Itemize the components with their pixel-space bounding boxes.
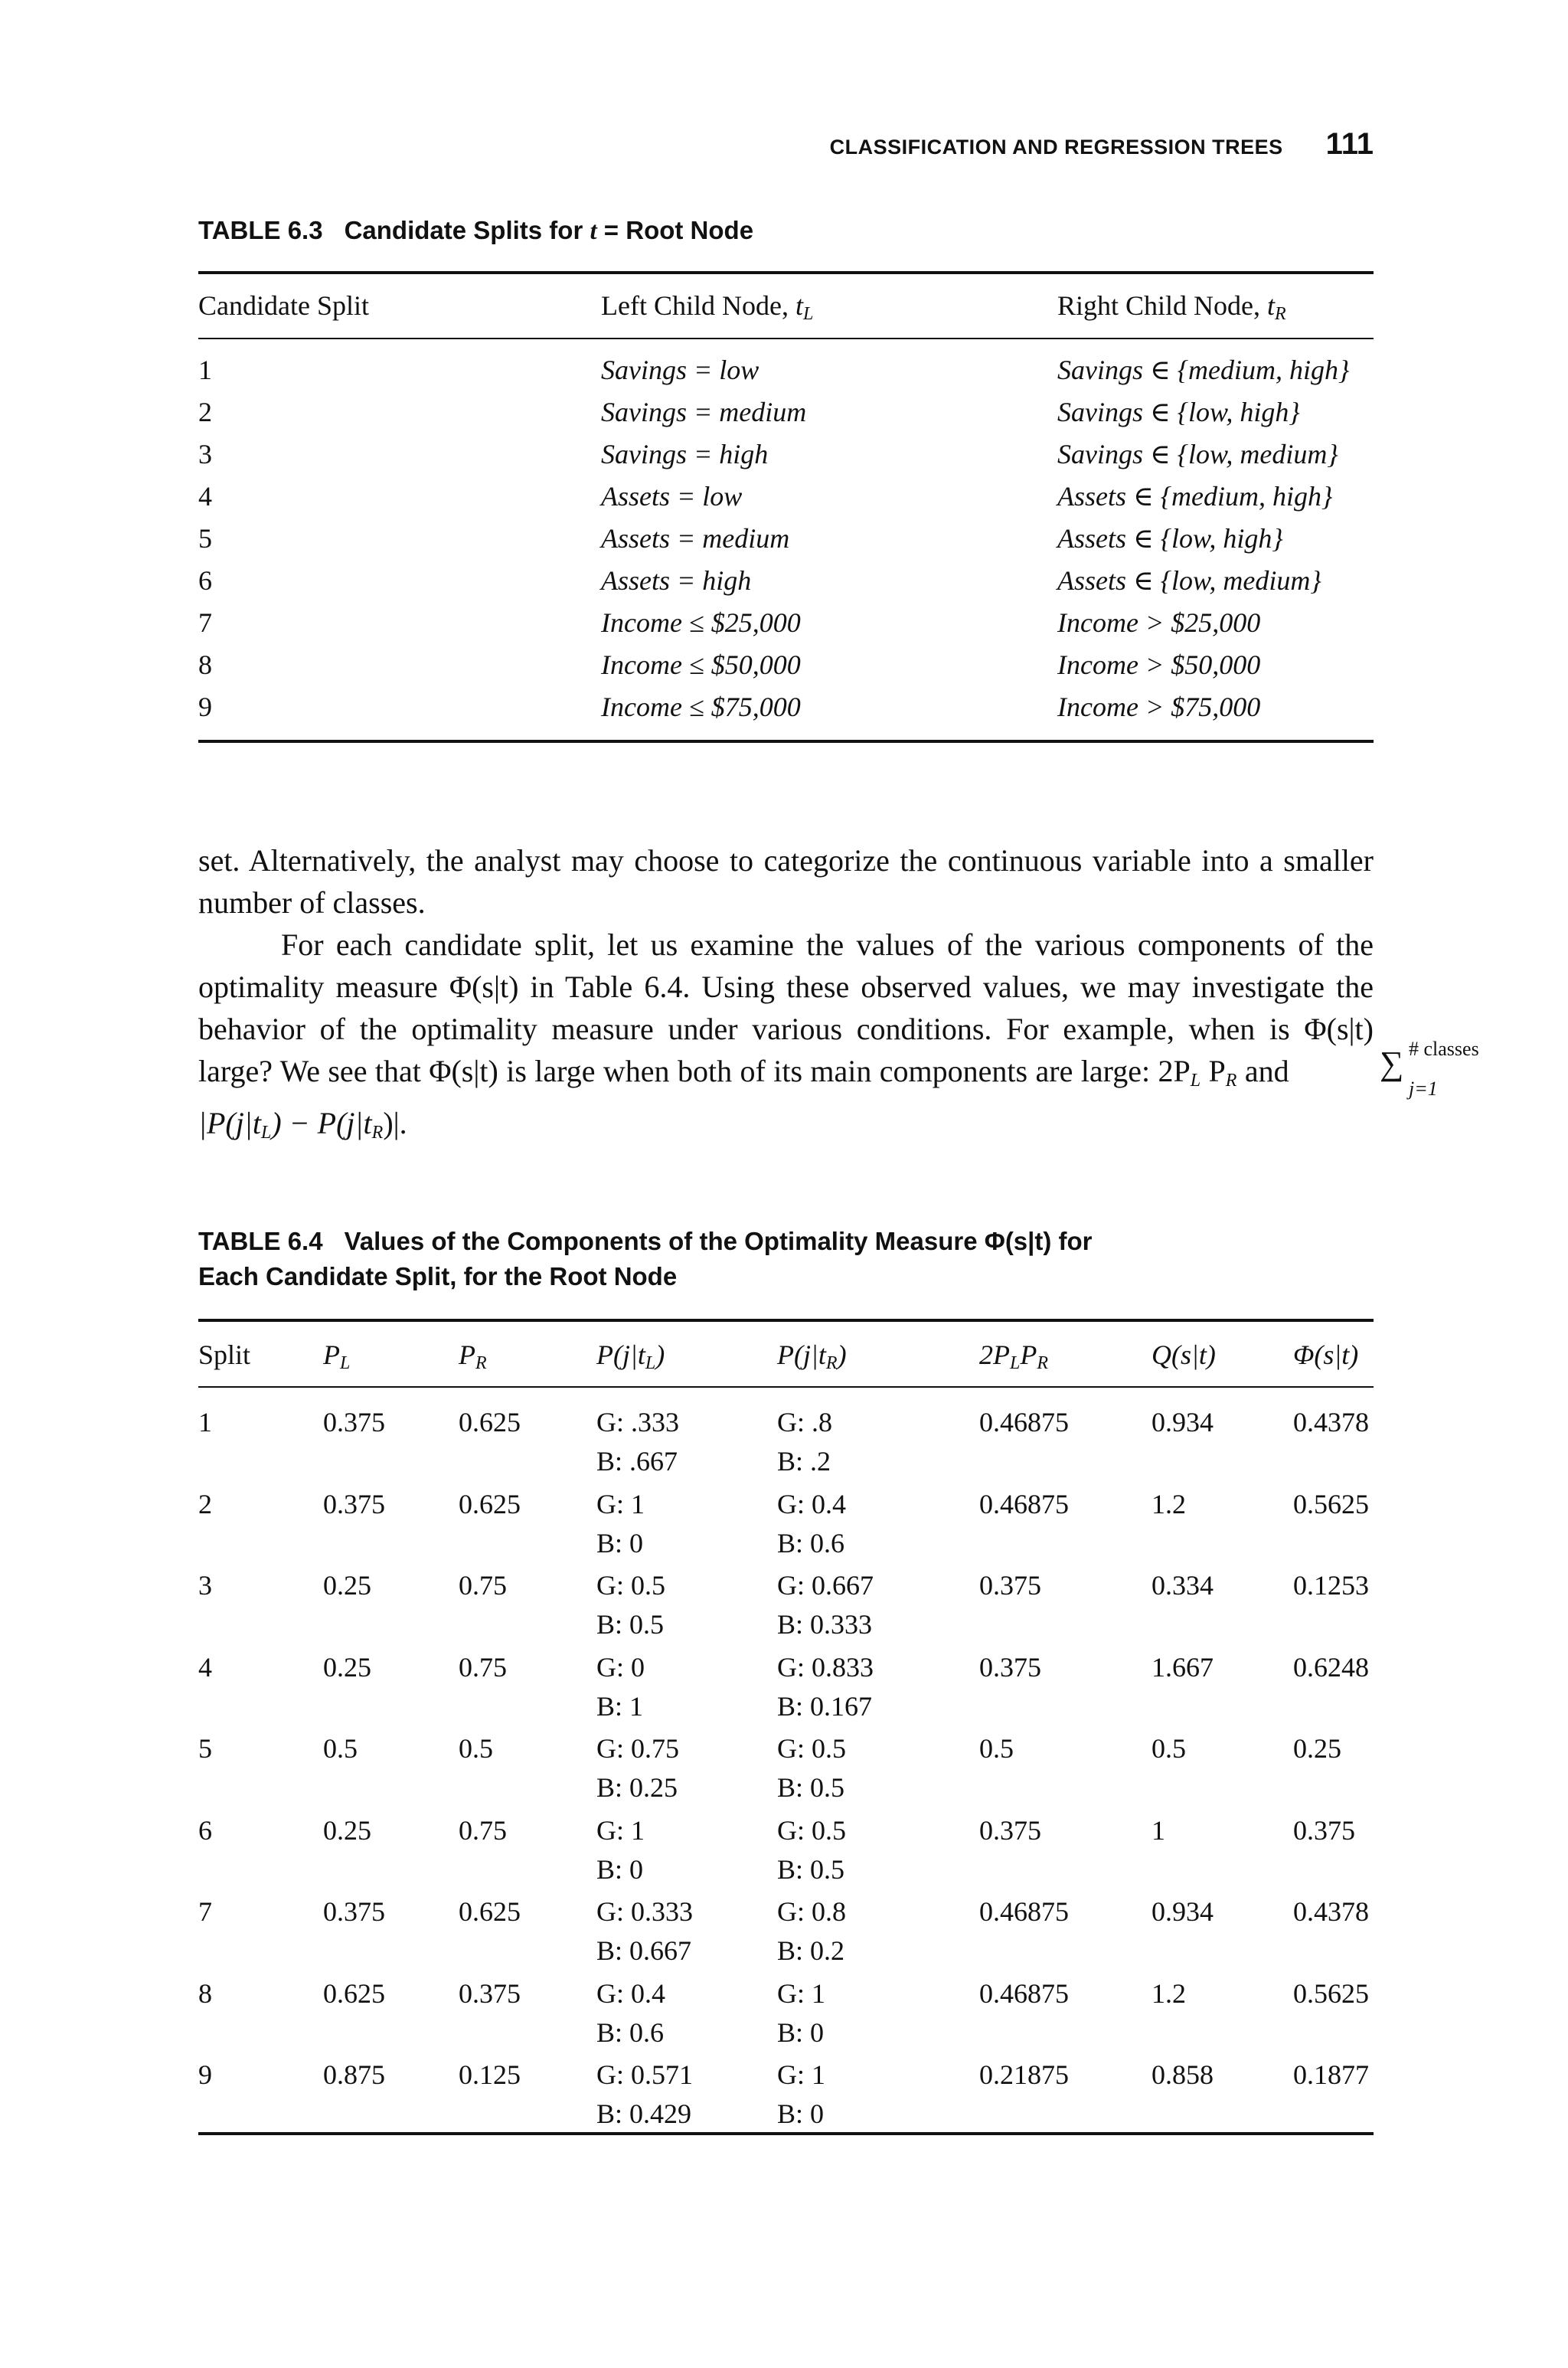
- cell-line: 1.2: [1152, 1488, 1186, 1519]
- pr-cell: [459, 1811, 507, 1850]
- table-row: [198, 607, 1374, 649]
- cell-line: G: 1: [777, 1977, 825, 2009]
- header-pl: PL: [323, 1339, 351, 1373]
- phi-cell: [1293, 1729, 1341, 1768]
- left-child-cell: Assets = high: [601, 565, 752, 596]
- cell-line: G: 1: [596, 1814, 645, 1846]
- cell-line: 0.375: [979, 1814, 1041, 1846]
- cell-line: 4: [198, 1651, 212, 1683]
- pl-cell: [323, 1566, 371, 1605]
- pr-cell: [459, 1403, 521, 1442]
- cell-line: 2: [198, 1488, 212, 1519]
- table-6-3-top-rule: [198, 271, 1374, 274]
- cell-line: 1: [198, 1407, 212, 1437]
- two-pl-pr-cell: [979, 1811, 1041, 1850]
- pr-cell: [459, 1729, 493, 1768]
- right-child-cell: Assets ∈ {low, medium}: [1057, 565, 1321, 596]
- table-6-3-caption-math: t: [590, 218, 597, 245]
- q-cell: [1152, 1648, 1214, 1687]
- cell-line: 0.334: [1152, 1570, 1214, 1601]
- split-cell: [198, 1403, 212, 1442]
- cell-line: B: 0.5: [596, 1609, 665, 1640]
- two-pl-pr-cell: [979, 1974, 1069, 2013]
- right-child-cell: Income > $50,000: [1057, 649, 1261, 680]
- table-row: [198, 2056, 1374, 2137]
- cell-line: B: 0: [596, 1527, 644, 1558]
- cell-line: 0.934: [1152, 1407, 1214, 1437]
- phi-cell: [1293, 1403, 1369, 1442]
- split-cell: [198, 1811, 212, 1850]
- cell-line: B: 0: [777, 2016, 825, 2048]
- p-j-tr-cell: [777, 1892, 846, 1971]
- cell-line: G: 0.8: [777, 1896, 846, 1927]
- running-head-title: CLASSIFICATION AND REGRESSION TREES: [829, 136, 1283, 159]
- pr-cell: [459, 1648, 507, 1687]
- cell-line: G: 0: [596, 1651, 645, 1683]
- cell-line: 0.5: [1152, 1733, 1186, 1764]
- cell-line: 1.2: [1152, 1977, 1186, 2009]
- two-pl-pr-cell: [979, 1892, 1069, 1931]
- table-row: [198, 1566, 1374, 1647]
- table-6-3-caption-suffix: = Root Node: [596, 216, 754, 244]
- split-cell: 9: [198, 692, 212, 722]
- cell-line: G: 0.5: [777, 1733, 846, 1764]
- header-2plpr: 2PLPR: [979, 1339, 1049, 1373]
- two-pl-pr-cell: [979, 1729, 1014, 1768]
- table-row: [198, 522, 1374, 564]
- left-child-cell: Assets = medium: [601, 523, 790, 554]
- q-cell: [1152, 1403, 1214, 1442]
- split-cell: 2: [198, 397, 212, 427]
- cell-line: 6: [198, 1814, 212, 1846]
- right-child-cell: Assets ∈ {medium, high}: [1057, 481, 1333, 512]
- cell-line: 0.375: [323, 1896, 385, 1927]
- cell-line: 0.5625: [1293, 1977, 1369, 2009]
- cell-line: 0.75: [459, 1814, 507, 1846]
- cell-line: 0.75: [459, 1570, 507, 1601]
- split-cell: 5: [198, 523, 212, 554]
- cell-line: B: 0.2: [777, 1935, 845, 1966]
- q-cell: [1152, 1974, 1186, 2013]
- left-child-cell: Income ≤ $75,000: [601, 692, 801, 722]
- p-j-tr-cell: [777, 2056, 825, 2134]
- left-child-cell: Savings = low: [601, 355, 760, 385]
- phi-cell: [1293, 1811, 1355, 1850]
- p-j-tl-cell: [596, 1648, 645, 1726]
- phi-cell: [1293, 2056, 1369, 2095]
- split-cell: 8: [198, 649, 212, 680]
- table-6-3-header-rule: [198, 338, 1374, 339]
- table-6-3-caption: [198, 213, 753, 249]
- cell-line: G: 0.5: [777, 1814, 846, 1846]
- p-j-tl-cell: [596, 1729, 679, 1807]
- table-row: [198, 438, 1374, 480]
- header-pr: PR: [459, 1339, 487, 1373]
- table-6-3-label: TABLE 6.3: [198, 216, 323, 244]
- phi-cell: [1293, 1974, 1369, 2013]
- p-j-tr-cell: [777, 1648, 874, 1726]
- cell-line: 0.21875: [979, 2059, 1069, 2090]
- p-j-tr-cell: [777, 1974, 825, 2052]
- cell-line: G: .333: [596, 1407, 679, 1437]
- paragraph-1: set. Alternatively, the analyst may choose to categorize the continuous variable into a smaller number of classes.: [198, 843, 1374, 920]
- header-phi: Φ(s|t): [1293, 1339, 1359, 1370]
- right-child-cell: Assets ∈ {low, high}: [1057, 523, 1283, 554]
- cell-line: 0.4378: [1293, 1407, 1369, 1437]
- cell-line: G: 0.4: [777, 1488, 846, 1519]
- p-j-tl-cell: [596, 1892, 693, 1971]
- table-6-4-top-rule: [198, 1319, 1374, 1322]
- two-pl-pr-cell: [979, 1485, 1069, 1524]
- cell-line: 0.375: [459, 1977, 521, 2009]
- p-j-tl-cell: [596, 1403, 679, 1481]
- pl-cell: [323, 1648, 371, 1687]
- table-row: [198, 480, 1374, 522]
- cell-line: G: 0.833: [777, 1651, 874, 1683]
- two-pl-pr-cell: [979, 2056, 1069, 2095]
- cell-line: 0.625: [459, 1407, 521, 1437]
- table-row: [198, 649, 1374, 691]
- cell-line: B: 0.5: [777, 1853, 845, 1885]
- right-child-cell: Savings ∈ {medium, high}: [1057, 355, 1350, 385]
- q-cell: [1152, 1892, 1214, 1931]
- cell-line: 0.858: [1152, 2059, 1214, 2090]
- cell-line: 1: [1152, 1814, 1165, 1846]
- p-j-tl-cell: [596, 1485, 645, 1563]
- table-row: [198, 1892, 1374, 1974]
- cell-line: B: 0.5: [777, 1772, 845, 1803]
- cell-line: 1.667: [1152, 1651, 1214, 1683]
- body-text: [198, 839, 1479, 1154]
- pl-cell: [323, 1892, 385, 1931]
- cell-line: B: 0: [596, 1853, 644, 1885]
- q-cell: [1152, 1811, 1165, 1850]
- pr-cell: [459, 2056, 521, 2095]
- p-j-tl-cell: [596, 1974, 665, 2052]
- phi-cell: [1293, 1648, 1369, 1687]
- pl-cell: [323, 1811, 371, 1850]
- cell-line: G: 0.333: [596, 1896, 693, 1927]
- cell-line: G: .8: [777, 1407, 832, 1437]
- phi-cell: [1293, 1485, 1369, 1524]
- cell-line: G: 0.5: [596, 1570, 665, 1601]
- cell-line: B: .2: [777, 1446, 831, 1477]
- pr-cell: [459, 1485, 521, 1524]
- table-6-4-caption-line2: Each Candidate Split, for the Root Node: [198, 1262, 678, 1290]
- table-6-4-bottom-rule: [198, 2132, 1374, 2135]
- header-q: Q(s|t): [1152, 1339, 1216, 1370]
- right-child-cell: Savings ∈ {low, medium}: [1057, 439, 1338, 469]
- table-6-3-bottom-rule: [198, 740, 1374, 743]
- cell-line: 0.5: [459, 1733, 493, 1764]
- cell-line: G: 0.4: [596, 1977, 665, 2009]
- split-cell: [198, 1485, 212, 1524]
- split-cell: [198, 1729, 212, 1768]
- pr-cell: [459, 1566, 507, 1605]
- pl-cell: [323, 1403, 385, 1442]
- table-row: [198, 1974, 1374, 2056]
- running-head: [830, 127, 1374, 162]
- cell-line: 8: [198, 1977, 212, 2009]
- left-child-cell: Savings = medium: [601, 397, 807, 427]
- p-j-tl-cell: [596, 1566, 665, 1644]
- pl-cell: [323, 1485, 385, 1524]
- cell-line: 0.46875: [979, 1896, 1069, 1927]
- cell-line: 0.934: [1152, 1896, 1214, 1927]
- cell-line: 9: [198, 2059, 212, 2090]
- right-child-cell: Income > $25,000: [1057, 607, 1261, 638]
- table-6-4-caption: [198, 1224, 1093, 1294]
- t3-header-left: Left Child Node, tL: [601, 290, 814, 324]
- cell-line: B: 0.667: [596, 1935, 692, 1966]
- t3-header-right: Right Child Node, tR: [1057, 290, 1286, 324]
- table-6-4-header-rule: [198, 1386, 1374, 1388]
- q-cell: [1152, 1566, 1214, 1605]
- cell-line: 0.46875: [979, 1977, 1069, 2009]
- cell-line: 0.1877: [1293, 2059, 1369, 2090]
- q-cell: [1152, 1485, 1186, 1524]
- cell-line: B: 0.167: [777, 1690, 873, 1722]
- cell-line: 0.375: [323, 1488, 385, 1519]
- cell-line: G: 0.667: [777, 1570, 874, 1601]
- split-cell: 3: [198, 439, 212, 469]
- cell-line: B: 0.333: [777, 1609, 873, 1640]
- cell-line: 5: [198, 1733, 212, 1764]
- p-j-tl-cell: [596, 2056, 693, 2134]
- table-row: [198, 1811, 1374, 1892]
- cell-line: 0.4378: [1293, 1896, 1369, 1927]
- table-row: [198, 691, 1374, 733]
- header-p-j-tr: P(j|tR): [777, 1339, 847, 1373]
- p-j-tr-cell: [777, 1811, 846, 1889]
- cell-line: B: 0: [777, 2098, 825, 2129]
- table-row: [198, 1485, 1374, 1566]
- split-cell: [198, 2056, 212, 2095]
- right-child-cell: Savings ∈ {low, high}: [1057, 397, 1300, 427]
- cell-line: 0.125: [459, 2059, 521, 2090]
- split-cell: 4: [198, 481, 212, 512]
- p-j-tl-cell: [596, 1811, 645, 1889]
- split-cell: [198, 1566, 212, 1605]
- left-child-cell: Savings = high: [601, 439, 769, 469]
- cell-line: 0.75: [459, 1651, 507, 1683]
- cell-line: 0.46875: [979, 1407, 1069, 1437]
- cell-line: B: 0.6: [596, 2016, 665, 2048]
- two-pl-pr-cell: [979, 1648, 1041, 1687]
- split-cell: 1: [198, 355, 212, 385]
- pl-cell: [323, 1729, 358, 1768]
- pl-cell: [323, 1974, 385, 2013]
- cell-line: G: 1: [596, 1488, 645, 1519]
- table-6-4-header: [198, 1339, 1374, 1377]
- split-cell: 7: [198, 607, 212, 638]
- split-cell: [198, 1974, 212, 2013]
- table-row: [198, 1648, 1374, 1729]
- cell-line: G: 0.75: [596, 1733, 679, 1764]
- pr-cell: [459, 1892, 521, 1931]
- cell-line: 0.375: [979, 1570, 1041, 1601]
- p-j-tr-cell: [777, 1485, 846, 1563]
- cell-line: 0.46875: [979, 1488, 1069, 1519]
- header-split: Split: [198, 1339, 251, 1370]
- cell-line: 0.25: [1293, 1733, 1341, 1764]
- cell-line: 0.625: [459, 1488, 521, 1519]
- p-j-tr-cell: [777, 1566, 874, 1644]
- cell-line: 0.625: [323, 1977, 385, 2009]
- phi-cell: [1293, 1566, 1369, 1605]
- phi-cell: [1293, 1892, 1369, 1931]
- table-6-3-header: [198, 289, 1374, 332]
- table-6-4-caption-line1: Values of the Components of the Optimality Measure Φ(s|t) for: [344, 1227, 1093, 1255]
- cell-line: 3: [198, 1570, 212, 1601]
- table-row: [198, 564, 1374, 607]
- two-pl-pr-cell: [979, 1566, 1041, 1605]
- left-child-cell: Income ≤ $50,000: [601, 649, 801, 680]
- q-cell: [1152, 1729, 1186, 1768]
- p-j-tr-cell: [777, 1729, 846, 1807]
- cell-line: 0.625: [459, 1896, 521, 1927]
- cell-line: B: 0.429: [596, 2098, 692, 2129]
- cell-line: 0.6248: [1293, 1651, 1369, 1683]
- table-row: [198, 1729, 1374, 1810]
- table-row: [198, 1403, 1374, 1484]
- split-cell: [198, 1648, 212, 1687]
- t3-header-split: Candidate Split: [198, 290, 369, 321]
- cell-line: 0.375: [979, 1651, 1041, 1683]
- cell-line: 0.5: [979, 1733, 1014, 1764]
- cell-line: B: 1: [596, 1690, 644, 1722]
- p-j-tr-cell: [777, 1403, 832, 1481]
- cell-line: 0.875: [323, 2059, 385, 2090]
- table-6-3-caption-prefix: Candidate Splits for: [344, 216, 590, 244]
- page-number: 111: [1325, 127, 1374, 161]
- pr-cell: [459, 1974, 521, 2013]
- paragraph-2: For each candidate split, let us examine the values of the various components of the optimality measure Φ(s|t) in Table 6.4. Using these observed values, we may investigate the behavior of the optimality measure under various conditions. For example, when is Φ(s|t) large? We see that Φ(s|t) is large when both of its main components are large: 2PL PR and ∑ # classes j=1 |P(j|tL) − P(j|tR)|.: [198, 927, 1479, 1143]
- cell-line: G: 1: [777, 2059, 825, 2090]
- cell-line: 0.375: [323, 1407, 385, 1437]
- cell-line: 0.5625: [1293, 1488, 1369, 1519]
- q-cell: [1152, 2056, 1214, 2095]
- left-child-cell: Assets = low: [601, 481, 743, 512]
- cell-line: B: 0.6: [777, 1527, 845, 1558]
- cell-line: 0.25: [323, 1651, 371, 1683]
- table-row: [198, 354, 1374, 396]
- pl-cell: [323, 2056, 385, 2095]
- cell-line: 0.1253: [1293, 1570, 1369, 1601]
- two-pl-pr-cell: [979, 1403, 1069, 1442]
- cell-line: 0.5: [323, 1733, 358, 1764]
- cell-line: G: 0.571: [596, 2059, 693, 2090]
- split-cell: [198, 1892, 212, 1931]
- cell-line: 7: [198, 1896, 212, 1927]
- cell-line: 0.25: [323, 1570, 371, 1601]
- header-p-j-tl: P(j|tL): [596, 1339, 665, 1373]
- split-cell: 6: [198, 565, 212, 596]
- cell-line: 0.25: [323, 1814, 371, 1846]
- table-6-4-label: TABLE 6.4: [198, 1227, 323, 1255]
- cell-line: B: 0.25: [596, 1772, 678, 1803]
- summation-symbol: ∑ # classes j=1: [1380, 1038, 1479, 1100]
- cell-line: 0.375: [1293, 1814, 1355, 1846]
- table-row: [198, 396, 1374, 438]
- cell-line: B: .667: [596, 1446, 678, 1477]
- right-child-cell: Income > $75,000: [1057, 692, 1261, 722]
- left-child-cell: Income ≤ $25,000: [601, 607, 801, 638]
